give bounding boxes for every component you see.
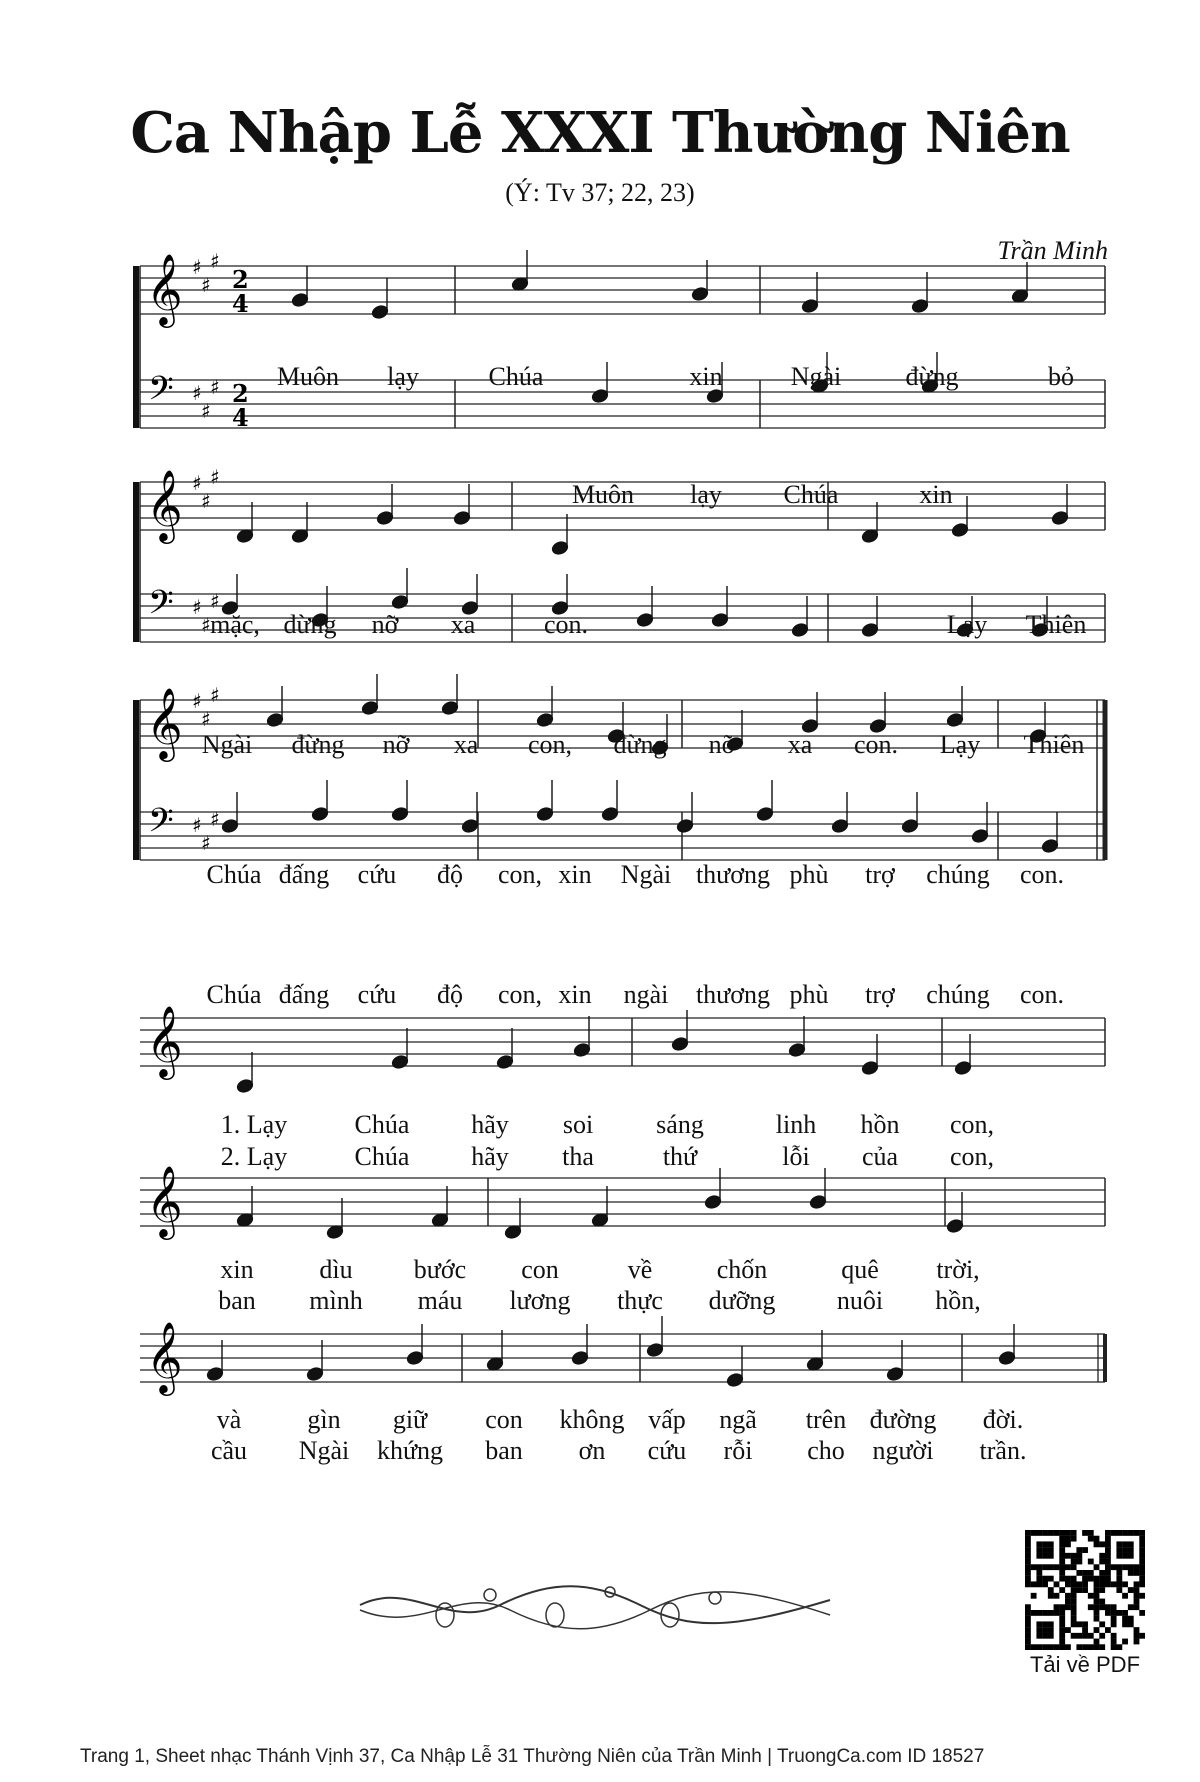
verse-word: bước bbox=[413, 1255, 467, 1284]
verse-word: trời, bbox=[936, 1255, 980, 1284]
verse-word: lỗi bbox=[782, 1142, 810, 1171]
bass-clef-icon: 𝄢 bbox=[148, 584, 174, 630]
note-head bbox=[291, 292, 309, 307]
note-head bbox=[536, 712, 554, 727]
verse-word: soi bbox=[562, 1110, 594, 1139]
sharp-icon: ♯ bbox=[201, 613, 211, 637]
lyric-word: bỏ bbox=[1048, 362, 1074, 391]
note-head bbox=[591, 388, 609, 403]
lyric-word: cứu bbox=[357, 980, 397, 1009]
note-head bbox=[236, 1078, 254, 1093]
treble-clef-icon: 𝄞 bbox=[146, 1164, 183, 1237]
lyric-word: thương bbox=[695, 860, 771, 889]
verse-word: máu bbox=[417, 1286, 463, 1315]
verse-word: thứ bbox=[662, 1142, 698, 1171]
time-signature-top: 2 bbox=[232, 379, 249, 408]
lyric-word: phù bbox=[789, 860, 829, 889]
lyric-word: lạy bbox=[387, 362, 419, 391]
verse-word: đường bbox=[869, 1405, 937, 1434]
note-head bbox=[406, 1350, 424, 1365]
verse-word: trần. bbox=[979, 1436, 1027, 1465]
note-head bbox=[756, 806, 774, 821]
time-signature-bottom: 4 bbox=[232, 403, 249, 432]
lyric-word: trợ bbox=[865, 860, 895, 889]
lyric-word: con. bbox=[853, 730, 899, 759]
sharp-icon: ♯ bbox=[192, 595, 202, 619]
verse-word: của bbox=[861, 1142, 899, 1171]
note-head bbox=[711, 612, 729, 627]
lyric-word: Thiên bbox=[1025, 610, 1087, 639]
verse-word: lương bbox=[509, 1286, 571, 1315]
download-pdf-link[interactable]: Tải về PDF bbox=[1029, 1652, 1141, 1677]
note-head bbox=[901, 818, 919, 833]
lyric-word: cứu bbox=[357, 860, 397, 889]
sharp-icon: ♯ bbox=[210, 589, 220, 613]
sharp-icon: ♯ bbox=[192, 381, 202, 405]
note-head bbox=[311, 806, 329, 821]
verse-word: con bbox=[485, 1405, 523, 1434]
verse-word: 1. Lạy bbox=[220, 1110, 288, 1139]
sharp-icon: ♯ bbox=[201, 399, 211, 423]
lyric-word: Ngài bbox=[201, 730, 253, 759]
note-head bbox=[636, 612, 654, 627]
verse-word: cho bbox=[807, 1436, 845, 1465]
note-head bbox=[371, 304, 389, 319]
note-head bbox=[1051, 510, 1069, 525]
ornament-divider bbox=[350, 1560, 840, 1650]
lyric-word: phù bbox=[789, 980, 829, 1009]
note-head bbox=[1041, 838, 1059, 853]
note-head bbox=[954, 1060, 972, 1075]
note-head bbox=[441, 700, 459, 715]
note-head bbox=[704, 1194, 722, 1209]
verse-word: và bbox=[216, 1405, 242, 1434]
lyric-word: con. bbox=[543, 610, 589, 639]
lyric-word: con. bbox=[1019, 860, 1065, 889]
note-head bbox=[306, 1366, 324, 1381]
note-head bbox=[671, 1036, 689, 1051]
verse-word: về bbox=[627, 1255, 653, 1284]
treble-clef-icon: 𝄞 bbox=[146, 1004, 183, 1077]
verse-word: xin bbox=[220, 1255, 254, 1284]
lyric-word: đấng bbox=[278, 860, 330, 889]
note-head bbox=[971, 828, 989, 843]
lyric-word: Muôn bbox=[571, 480, 635, 509]
verse-word: hồn, bbox=[935, 1286, 981, 1315]
lyric-word: lạy bbox=[690, 480, 722, 509]
page-subtitle: (Ý: Tv 37; 22, 23) bbox=[505, 178, 695, 207]
sharp-icon: ♯ bbox=[201, 707, 211, 731]
lyric-word: nỡ bbox=[382, 730, 410, 759]
lyric-word: đừng bbox=[613, 730, 667, 759]
lyric-word: con, bbox=[497, 860, 543, 889]
lyric-word: xa bbox=[787, 730, 813, 759]
treble-clef-icon: 𝄞 bbox=[146, 1320, 183, 1393]
treble-clef-icon: 𝄞 bbox=[146, 468, 183, 541]
verse-word: ơn bbox=[578, 1436, 606, 1465]
verse-word: Chúa bbox=[354, 1110, 410, 1139]
note-head bbox=[791, 622, 809, 637]
treble-clef-icon: 𝄞 bbox=[146, 686, 183, 759]
note-head bbox=[601, 806, 619, 821]
lyric-word: con, bbox=[497, 980, 543, 1009]
note-head bbox=[946, 1218, 964, 1233]
lyric-word: xa bbox=[450, 610, 476, 639]
lyric-word: độ bbox=[437, 860, 463, 889]
lyric-word: xin bbox=[689, 362, 723, 391]
note-head bbox=[391, 806, 409, 821]
verse-word: người bbox=[872, 1436, 934, 1465]
note-head bbox=[801, 298, 819, 313]
verse-word: linh bbox=[775, 1110, 817, 1139]
verse-word: mình bbox=[309, 1286, 363, 1315]
sharp-icon: ♯ bbox=[201, 489, 211, 513]
note-head bbox=[221, 818, 239, 833]
note-head bbox=[911, 298, 929, 313]
sharp-icon: ♯ bbox=[210, 683, 220, 707]
note-head bbox=[951, 522, 969, 537]
page-title: Ca Nhập Lễ XXXI Thường Niên bbox=[130, 100, 1070, 166]
lyric-word: chúng bbox=[926, 980, 990, 1009]
note-head bbox=[573, 1042, 591, 1057]
lyric-word: đấng bbox=[278, 980, 330, 1009]
sharp-icon: ♯ bbox=[201, 273, 211, 297]
qr-code[interactable] bbox=[1025, 1530, 1145, 1650]
composer-name: Trần Minh bbox=[997, 236, 1108, 265]
note-head bbox=[886, 1366, 904, 1381]
verse-word: ban bbox=[485, 1436, 523, 1465]
verse-word: nuôi bbox=[836, 1286, 884, 1315]
verse-word: tha bbox=[562, 1142, 594, 1171]
lyric-word: độ bbox=[437, 980, 463, 1009]
lyric-word: chúng bbox=[926, 860, 990, 889]
lyric-word: ngài bbox=[623, 980, 669, 1009]
lyric-word: Ngài bbox=[790, 362, 842, 391]
lyric-word: đừng bbox=[283, 610, 337, 639]
note-head bbox=[646, 1342, 664, 1357]
lyric-word: Chúa bbox=[783, 480, 839, 509]
sharp-icon: ♯ bbox=[192, 813, 202, 837]
note-head bbox=[998, 1350, 1016, 1365]
verse-word: giữ bbox=[392, 1405, 428, 1434]
verse-word: cầu bbox=[210, 1436, 248, 1465]
verse-word: ban bbox=[218, 1286, 256, 1315]
verse-word: dìu bbox=[319, 1255, 353, 1284]
lyric-word: Chúa bbox=[488, 362, 544, 391]
verse-word: con, bbox=[949, 1110, 995, 1139]
sharp-icon: ♯ bbox=[210, 807, 220, 831]
verse-word: 2. Lạy bbox=[220, 1142, 288, 1171]
verse-word: ngã bbox=[719, 1405, 757, 1434]
note-head bbox=[453, 510, 471, 525]
note-head bbox=[206, 1366, 224, 1381]
verse-word: Chúa bbox=[354, 1142, 410, 1171]
note-head bbox=[461, 818, 479, 833]
lyric-word: thương bbox=[695, 980, 771, 1009]
note-head bbox=[536, 806, 554, 821]
lyric-word: xin bbox=[919, 480, 953, 509]
verse-word: trên bbox=[805, 1405, 847, 1434]
note-head bbox=[571, 1350, 589, 1365]
lyric-word: Lạy bbox=[946, 610, 988, 639]
verse-word: quê bbox=[841, 1255, 879, 1284]
verse-word: khứng bbox=[376, 1436, 444, 1465]
note-head bbox=[361, 700, 379, 715]
note-head bbox=[391, 594, 409, 609]
note-head bbox=[391, 1054, 409, 1069]
note-head bbox=[376, 510, 394, 525]
note-head bbox=[831, 818, 849, 833]
sharp-icon: ♯ bbox=[192, 471, 202, 495]
note-head bbox=[861, 1060, 879, 1075]
lyric-word: mặc, bbox=[210, 610, 260, 639]
verse-word: gìn bbox=[307, 1405, 341, 1434]
bass-clef-icon: 𝄢 bbox=[148, 802, 174, 848]
verse-word: dưỡng bbox=[708, 1286, 776, 1315]
note-head bbox=[861, 622, 879, 637]
lyric-word: đừng bbox=[905, 362, 959, 391]
treble-clef-icon: 𝄞 bbox=[146, 252, 183, 325]
lyric-word: xa bbox=[453, 730, 479, 759]
time-signature-top: 2 bbox=[232, 265, 249, 294]
note-head bbox=[946, 712, 964, 727]
page-footer: Trang 1, Sheet nhạc Thánh Vịnh 37, Ca Nhập Lễ 31 Thường Niên của Trần Minh | TruongCa.com ID 18527 bbox=[80, 1746, 985, 1767]
note-head bbox=[726, 1372, 744, 1387]
lyric-word: nỡ bbox=[371, 610, 399, 639]
note-head bbox=[809, 1194, 827, 1209]
verse-word: rỗi bbox=[723, 1436, 753, 1465]
sharp-icon: ♯ bbox=[210, 249, 220, 273]
note-head bbox=[496, 1054, 514, 1069]
sharp-icon: ♯ bbox=[210, 375, 220, 399]
verse-word: không bbox=[559, 1405, 625, 1434]
verse-word: hãy bbox=[471, 1110, 509, 1139]
verse-word: Ngài bbox=[298, 1436, 350, 1465]
lyric-word: Chúa bbox=[206, 980, 262, 1009]
lyric-word: xin bbox=[558, 980, 592, 1009]
sharp-icon: ♯ bbox=[210, 465, 220, 489]
lyric-word: con. bbox=[1019, 980, 1065, 1009]
verse-word: con bbox=[521, 1255, 559, 1284]
sharp-icon: ♯ bbox=[192, 255, 202, 279]
lyric-word: Thiên bbox=[1023, 730, 1085, 759]
lyric-word: trợ bbox=[865, 980, 895, 1009]
verse-word: thực bbox=[617, 1286, 663, 1315]
lyric-word: Lạy bbox=[939, 730, 981, 759]
bass-clef-icon: 𝄢 bbox=[148, 370, 174, 416]
note-head bbox=[788, 1042, 806, 1057]
note-head bbox=[266, 712, 284, 727]
verse-word: vấp bbox=[648, 1405, 686, 1434]
note-head bbox=[691, 286, 709, 301]
note-head bbox=[676, 818, 694, 833]
verse-word: hãy bbox=[471, 1142, 509, 1171]
lyric-word: Chúa bbox=[206, 860, 262, 889]
lyric-word: nỡ bbox=[708, 730, 736, 759]
verse-word: hồn bbox=[860, 1110, 900, 1139]
verse-word: đời. bbox=[982, 1405, 1024, 1434]
sharp-icon: ♯ bbox=[192, 689, 202, 713]
lyric-word: con, bbox=[527, 730, 573, 759]
sharp-icon: ♯ bbox=[201, 831, 211, 855]
note-head bbox=[551, 540, 569, 555]
lyric-word: Ngài bbox=[620, 860, 672, 889]
verse-word: con, bbox=[949, 1142, 995, 1171]
lyric-word: Muôn bbox=[276, 362, 340, 391]
lyric-word: đừng bbox=[291, 730, 345, 759]
lyric-word: xin bbox=[558, 860, 592, 889]
verse-word: chốn bbox=[716, 1255, 768, 1284]
verse-word: sáng bbox=[656, 1110, 704, 1139]
time-signature-bottom: 4 bbox=[232, 289, 249, 318]
verse-word: cứu bbox=[647, 1436, 687, 1465]
